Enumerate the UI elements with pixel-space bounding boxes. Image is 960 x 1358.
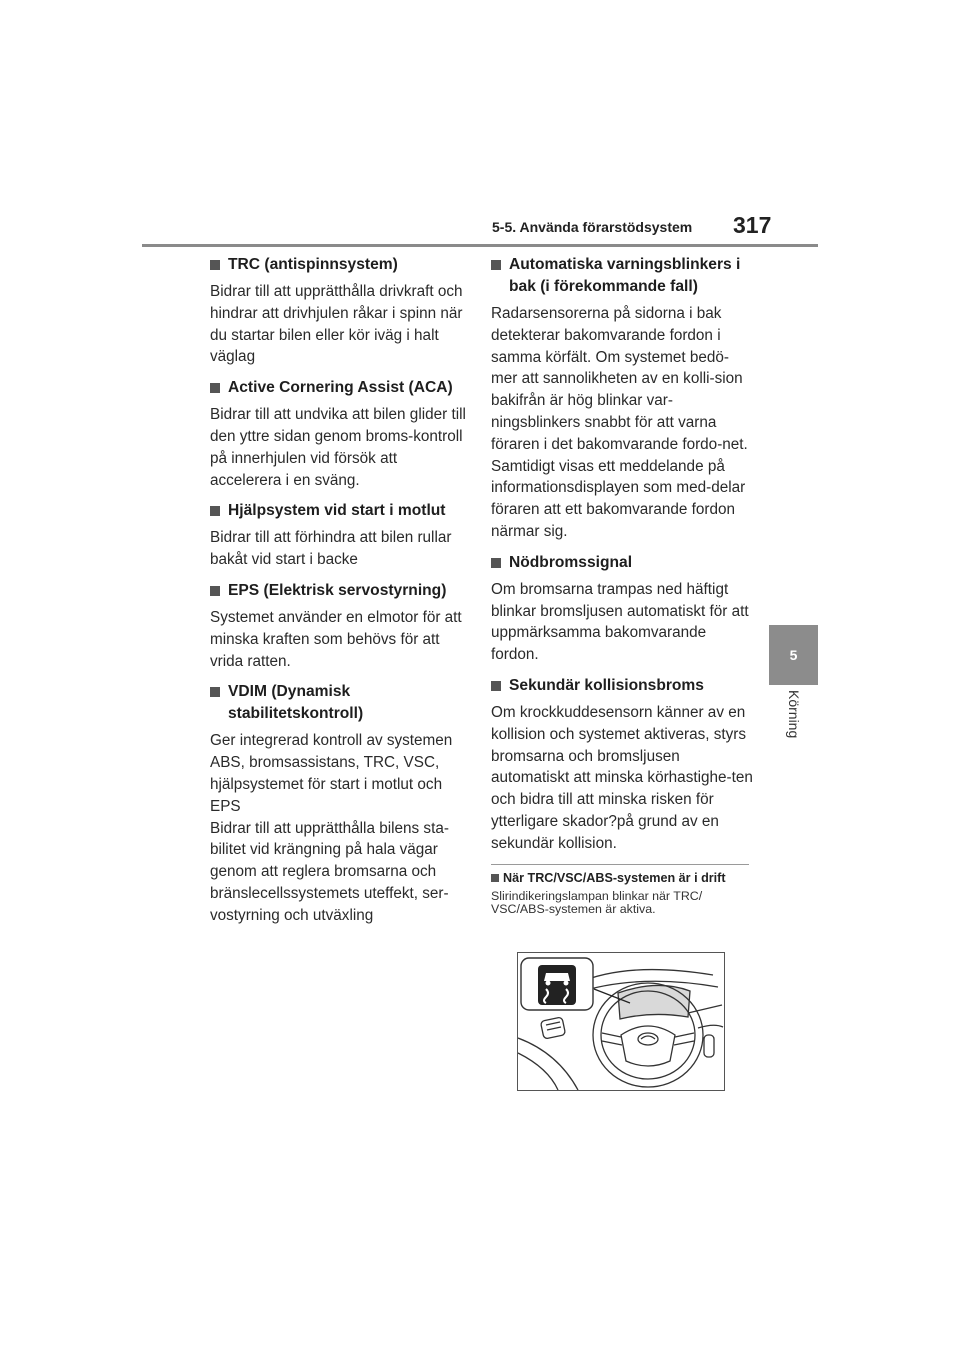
right-column	[491, 254, 753, 916]
chapter-tab[interactable]: 5	[769, 625, 818, 685]
section-text-eps: Systemet använder en elmotor för att minska kraften som behövs för att vrida ratten.	[210, 608, 462, 670]
steering-wheel-dashboard-drawing	[518, 953, 724, 1090]
square-bullet-icon	[491, 681, 501, 691]
left-column	[210, 254, 472, 936]
section-text-trc: Bidrar till att upprätthålla drivkraft och hindrar att drivhjulen råkar i spinn när du startar bilen eller kör iväg i halt väglag	[210, 283, 463, 366]
section-text-emergency-brake-signal: Om bromsarna trampas ned häftigt blinkar bromsljusen automatiskt för att uppmärksamma bakomvarande fordon.	[491, 580, 749, 664]
section-heading-secondary-collision-brake: Sekundär kollisionsbroms	[491, 675, 753, 697]
square-bullet-icon	[491, 558, 501, 568]
section-heading-hazard-lights: Automatiska varningsblinkers i bak (i förekommande fall)	[491, 254, 753, 298]
square-bullet-icon	[491, 260, 501, 270]
square-bullet-icon	[491, 874, 499, 882]
section-heading-eps: EPS (Elektrisk servostyrning)	[210, 580, 472, 602]
square-bullet-icon	[210, 586, 220, 596]
section-heading-emergency-brake-signal: Nödbromssignal	[491, 552, 753, 574]
chapter-label: Körning	[786, 690, 802, 739]
header-divider	[142, 244, 818, 247]
section-text-aca: Bidrar till att undvika att bilen glider till den yttre sidan genom broms-kontroll på innerhjulen vid försök att accelerera i en sväng.	[210, 406, 466, 489]
note-text: Slirindikeringslampan blinkar när TRC/ VSC/ABS-systemen är aktiva.	[491, 888, 703, 916]
dashboard-illustration	[517, 952, 725, 1091]
section-title: 5-5. Använda förarstödsystem	[492, 219, 693, 235]
section-heading-trc: TRC (antispinnsystem)	[210, 254, 472, 276]
section-text-secondary-collision-brake: Om krockkuddesensorn känner av en kollision och systemet aktiveras, styrs bromsarna och bromsljusen automatiskt att minska körhastighe-ten och bidra till att minska risken för ytterligare skador?på grund av en sekundär kollision.	[491, 703, 753, 852]
note-divider	[491, 864, 749, 865]
section-heading-vdim: VDIM (Dynamisk stabilitetskontroll)	[210, 681, 472, 725]
section-text-hazard-lights: Radarsensorerna på sidorna i bak detekterar bakomvarande fordon i samma körfält. Om systemet bedö-mer att sannolikheten av en kolli-sion bakifrån är hög blinkar var-ningsblinkers snabbt för att varna föraren i det bakomvarande fordo-net. Samtidigt visas ett meddelande på informationsdisplayen som med-delar föraren att ett bakomvarande fordon närmar sig.	[491, 305, 748, 540]
page-number: 317	[733, 212, 772, 238]
section-heading-aca: Active Cornering Assist (ACA)	[210, 377, 472, 399]
square-bullet-icon	[210, 687, 220, 697]
note-heading: När TRC/VSC/ABS-systemen är i drift	[491, 871, 753, 885]
section-text-vdim: Ger integrerad kontroll av systemen ABS, bromsassistans, TRC, VSC, hjälpsystemet för start i motlut och EPS Bidrar till att upprätthålla bilens sta-bilitet vid krängning på hala vägar genom att reglera bromsarna och bränslecellssystemets uteffekt, ser-vostyrning och utväxling	[210, 732, 453, 924]
square-bullet-icon	[210, 260, 220, 270]
section-text-hill-start: Bidrar till att förhindra att bilen rullar bakåt vid start i backe	[210, 529, 452, 569]
square-bullet-icon	[210, 506, 220, 516]
square-bullet-icon	[210, 383, 220, 393]
section-heading-hill-start: Hjälpsystem vid start i motlut	[210, 500, 472, 522]
